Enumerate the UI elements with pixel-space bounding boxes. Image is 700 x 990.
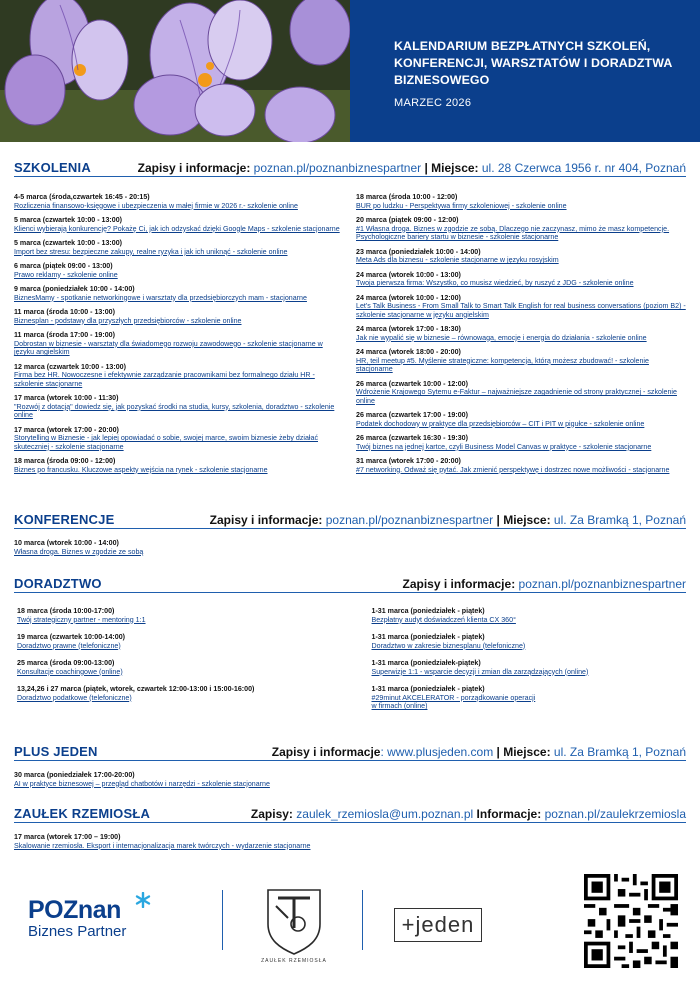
event-date: 1-31 marca (poniedziałek - piątek) [371,685,485,693]
event-date: 25 marca (środa 09:00-13:00) [17,659,115,667]
zaulek-rzemiosla-logo: ZAUŁEK RZEMIOSŁA [258,884,330,970]
section-plus-jeden [14,744,686,794]
event-link[interactable]: Klienci wybierają konkurencję? Pokażę Ci, jak ich odzyskać dzięki Google Maps - szkolenie stacjonarne [14,224,340,233]
event-link[interactable]: Konsultacje coachingowe (online) [17,667,123,676]
event-item [14,539,686,556]
info-label: Zapisy: [250,807,293,821]
event-link[interactable]: AI w praktyce biznesowej – przegląd chatbotów i narzędzi - szkolenie stacjonarne [14,779,270,788]
event-link[interactable]: Storytelling w Biznesie - jak lepiej opowiadać o sobie, swojej marce, swoim biznesie żeby działać skuteczniej - szkolenie stacjonarne [14,434,318,451]
info-link[interactable]: poznan.pl/poznanbiznespartner [325,513,494,527]
event-link[interactable]: Własna droga. Biznes w zgodzie ze sobą [14,547,144,556]
event-link[interactable]: BiznesMamy - spotkanie networkingowe i warsztaty dla przedsiębiorczych mam - stacjonarne [14,293,307,302]
event-date: 5 marca (czwartek 10:00 - 13:00) [14,216,123,224]
event-date: 24 marca (wtorek 10:00 - 13:00) [356,270,461,279]
section-header [14,744,686,761]
info-link[interactable]: poznan.pl/zaulekrzemiosla [544,807,686,821]
event-date: 24 marca (wtorek 17:00 - 18:30) [356,325,461,333]
event-item [372,685,687,711]
event-item [14,457,344,474]
section-zaulek-rzemiosla [14,806,686,856]
event-item [14,833,314,850]
info-label: Zapisy i informacje: [209,513,323,527]
place-label: | Miejsce: [424,161,479,175]
event-date: 26 marca (czwartek 10:00 - 12:00) [356,379,468,388]
info-label: Zapisy i informacje: [402,577,516,591]
event-link[interactable]: "Rozwój z dotacją" dowiedz się, jak pozyskać środki na studia, kursy, szkolenia, doradztwo - szkolenie online [14,402,335,419]
section-info [402,577,686,591]
event-date: 4-5 marca (środa,czwartek 16:45 - 20:15) [14,193,150,201]
section-title: DORADZTWO [14,576,102,591]
section-title: SZKOLENIA [14,160,91,175]
section-header [14,576,686,593]
document-title: KALENDARIUM BEZPŁATNYCH SZKOLEŃ, KONFERENCJI, WARSZTATÓW I DORADZTWA BIZNESOWEGO [394,39,672,87]
event-date: 23 marca (poniedziałek 10:00 - 14:00) [356,247,481,256]
event-item [14,239,344,256]
event-link[interactable]: Twoja pierwsza firma: Wszystko, co musisz wiedzieć, by ruszyć z JDG - szkolenie online [356,279,634,287]
event-date: 19 marca (czwartek 10:00-14:00) [17,633,126,641]
event-link[interactable]: Doradztwo w zakresie biznesplanu (telefoniczne) [371,641,526,650]
event-date: 26 marca (czwartek 16:30 - 19:30) [356,434,468,442]
doradztwo-right-column [362,607,687,720]
event-date: 17 marca (wtorek 10:00 - 11:30) [14,394,119,402]
star-icon [135,892,151,908]
event-link[interactable]: Import bez stresu: bezpieczne zakupy, realne ryzyka i jak ich uniknąć - szkolenie online [14,247,288,256]
event-link[interactable]: Firma bez HR. Nowoczesne i efektywnie zarządzanie pracownikami bez formalnego działu HR - szkolenie stacjonarne [14,371,315,388]
event-date: 30 marca (poniedziałek 17:00-20:00) [14,771,135,779]
section-doradztwo [14,576,686,720]
section-header [14,160,686,177]
event-date: 24 marca (wtorek 18:00 - 20:00) [356,348,461,356]
event-item [14,262,344,279]
header-banner [350,0,700,142]
section-szkolenia [14,160,686,480]
event-link[interactable]: Doradztwo podatkowe (telefoniczne) [17,693,132,702]
event-item [14,331,344,357]
event-link[interactable]: #7 networking. Odważ się pytać. Jak zmienić perspektywę i dostrzec nowe możliwości - stacjonarne [356,465,670,474]
qr-code[interactable] [584,874,678,968]
doradztwo-left-column [14,607,332,720]
event-date: 18 marca (środa 10:00 - 12:00) [356,193,458,201]
info-label: Zapisy i informacje: [137,161,251,175]
event-link[interactable]: Biznesplan - podstawy dla przyszłych przedsiębiorców - szkolenie online [14,316,242,325]
event-item [14,363,344,389]
event-item [356,325,686,342]
info-link[interactable]: poznan.pl/poznanbiznespartner [253,161,422,175]
event-date: 6 marca (piątek 09:00 - 13:00) [14,262,113,270]
event-link[interactable]: Dobrostan w biznesie - warsztaty dla świadomego rozwoju zawodowego - szkolenie stacjonarne w języku angielskim [14,339,323,356]
event-item [372,633,687,650]
event-item [356,348,686,374]
info-label: Zapisy i informacje [271,745,381,759]
event-item [372,607,687,624]
event-item [356,411,686,428]
event-date: 13,24,26 i 27 marca (piątek, wtorek, czwartek 12:00-13:00 i 15:00-16:00) [17,685,255,693]
section-info [138,161,686,175]
event-item [356,216,686,242]
event-date: 9 marca (poniedziałek 10:00 - 14:00) [14,285,135,293]
event-date: 12 marca (czwartek 10:00 - 13:00) [14,362,126,371]
event-link[interactable]: BUR po ludzku - Perspektywa firmy szkoleniowej - szkolenie online [356,201,567,210]
event-item [356,248,686,265]
event-item [14,308,344,325]
event-date: 10 marca (wtorek 10:00 - 14:00) [14,539,119,547]
event-link[interactable]: Wdrożenie Krajowego Sytemu e-Faktur – najważniejsze zagadnienie od strony praktycznej - szkolenie online [356,388,677,405]
event-date: 1-31 marca (poniedziałek - piątek) [371,607,485,615]
event-link[interactable]: Meta Ads dla biznesu - szkolenie stacjonarne w języku rosyjskim [356,256,559,264]
section-header [14,512,686,529]
divider [362,890,363,950]
section-title: ZAUŁEK RZEMIOSŁA [14,806,151,821]
section-title: PLUS JEDEN [14,744,98,759]
event-item [356,294,686,320]
event-link[interactable]: HR, teil meetup #5. Myślenie strategiczne: kompetencja, którą możesz zbudować! - szkolenie stacjonarne [356,356,649,373]
event-link[interactable]: Podatek dochodowy w praktyce dla przedsiębiorców – CIT i PIT w pigułce - szkolenie online [356,419,645,428]
document-month: MARZEC 2026 [394,97,472,109]
event-item [14,285,344,302]
event-link[interactable]: Bezpłatny audyt doświadczeń klienta CX 360° [371,615,516,624]
event-date: 26 marca (czwartek 17:00 - 19:00) [356,411,468,419]
event-item [17,659,332,676]
header-photo-crocus [0,0,350,142]
place-value: ul. 28 Czerwca 1956 r. nr 404, Poznań [481,161,686,175]
event-item [14,426,344,452]
place-value: ul. Za Bramką 1, Poznań [553,513,686,527]
divider [222,890,223,950]
event-item [14,193,344,210]
event-link[interactable]: Rozliczenia finansowo-księgowe i ubezpieczenia w małej firmie w 2026 r.- szkolenie online [14,201,298,210]
event-date: 5 marca (czwartek 10:00 - 13:00) [14,239,123,247]
event-item [17,685,332,702]
szkolenia-right-column [356,193,686,480]
poznan-biznes-partner-logo: POZnan Biznes Partner [28,896,126,940]
info-link[interactable]: poznan.pl/poznanbiznespartner [518,577,686,591]
event-date: 1-31 marca (poniedziałek-piątek) [371,659,481,667]
event-item [14,394,344,420]
header [0,0,700,142]
event-link[interactable]: #29minut AKCELERATOR - porządkowanie operacji w firmach (online) [371,693,536,710]
event-link[interactable]: #1 Własna droga. Biznes w zgodzie ze sobą. Dlaczego nie zaczynasz, mimo że masz kompetencje. Psychologiczne bariery startu w biznesie - szkolenie stacjonarne [356,224,670,241]
place-label: | Miejsce: [496,745,551,759]
event-link[interactable]: Doradztwo prawne (telefoniczne) [17,641,121,650]
event-date: 1-31 marca (poniedziałek - piątek) [371,633,485,641]
event-link[interactable]: Twój strategiczny partner - mentoring 1:1 [17,615,146,624]
event-item [17,607,332,624]
szkolenia-left-column [14,193,344,480]
event-item [356,434,686,451]
event-item [356,193,686,210]
event-date: 18 marca (środa 10:00-17:00) [17,607,115,615]
event-item [356,457,686,474]
section-info [272,745,686,759]
event-item [14,771,686,788]
event-date: 17 marca (wtorek 17:00 - 20:00) [14,425,119,434]
event-item [356,380,686,406]
info-link[interactable]: : www.plusjeden.com [380,745,494,759]
event-link[interactable]: Biznes po francusku. Kluczowe aspekty wejścia na rynek - szkolenie stacjonarne [14,465,268,474]
event-date: 18 marca (środa 09:00 - 12:00) [14,457,116,465]
event-item [17,633,332,650]
event-date: 20 marca (piątek 09:00 - 12:00) [356,216,459,224]
event-link[interactable]: Skalowanie rzemiosła. Eksport i internacjonalizacja marek twórczych - wydarzenie stacjonarne [14,841,311,850]
event-date: 11 marca (środa 17:00 - 19:00) [14,331,115,339]
section-info [251,807,686,821]
event-date: 17 marca (wtorek 17:00 – 19:00) [14,833,121,841]
event-item [356,271,686,288]
event-link[interactable]: Prawo reklamy - szkolenie online [14,270,118,279]
place-label: Informacje: [476,807,542,821]
section-header [14,806,686,823]
email-link[interactable]: zaulek_rzemiosla@um.poznan.pl [296,807,474,821]
plus-jeden-logo: +jeden [394,908,482,942]
section-title: KONFERENCJE [14,512,115,527]
event-date: 11 marca (środa 10:00 - 13:00) [14,308,115,316]
event-item [372,659,687,676]
event-link[interactable]: Jak nie wypalić się w biznesie – równowaga, emocje i energia do działania - szkolenie online [356,333,647,342]
event-item [14,216,344,233]
event-link[interactable]: Superwizje 1:1 - wsparcie decyzji i zmian dla zarządzających (online) [371,667,589,676]
event-link[interactable]: Let's Talk Business - From Small Talk to Smart Talk English for real business conversations (poziom B2) - szkolenie stacjonarne w języku angielskim [356,302,686,319]
event-date: 31 marca (wtorek 17:00 - 20:00) [356,457,461,465]
event-link[interactable]: Twój biznes na jednej kartce, czyli Business Model Canvas w praktyce - szkolenie stacjonarne [356,442,652,451]
event-date: 24 marca (wtorek 10:00 - 12:00) [356,293,461,302]
section-konferencje [14,512,686,562]
place-label: | Miejsce: [496,513,551,527]
place-value: ul. Za Bramką 1, Poznań [553,745,686,759]
section-info [210,513,686,527]
